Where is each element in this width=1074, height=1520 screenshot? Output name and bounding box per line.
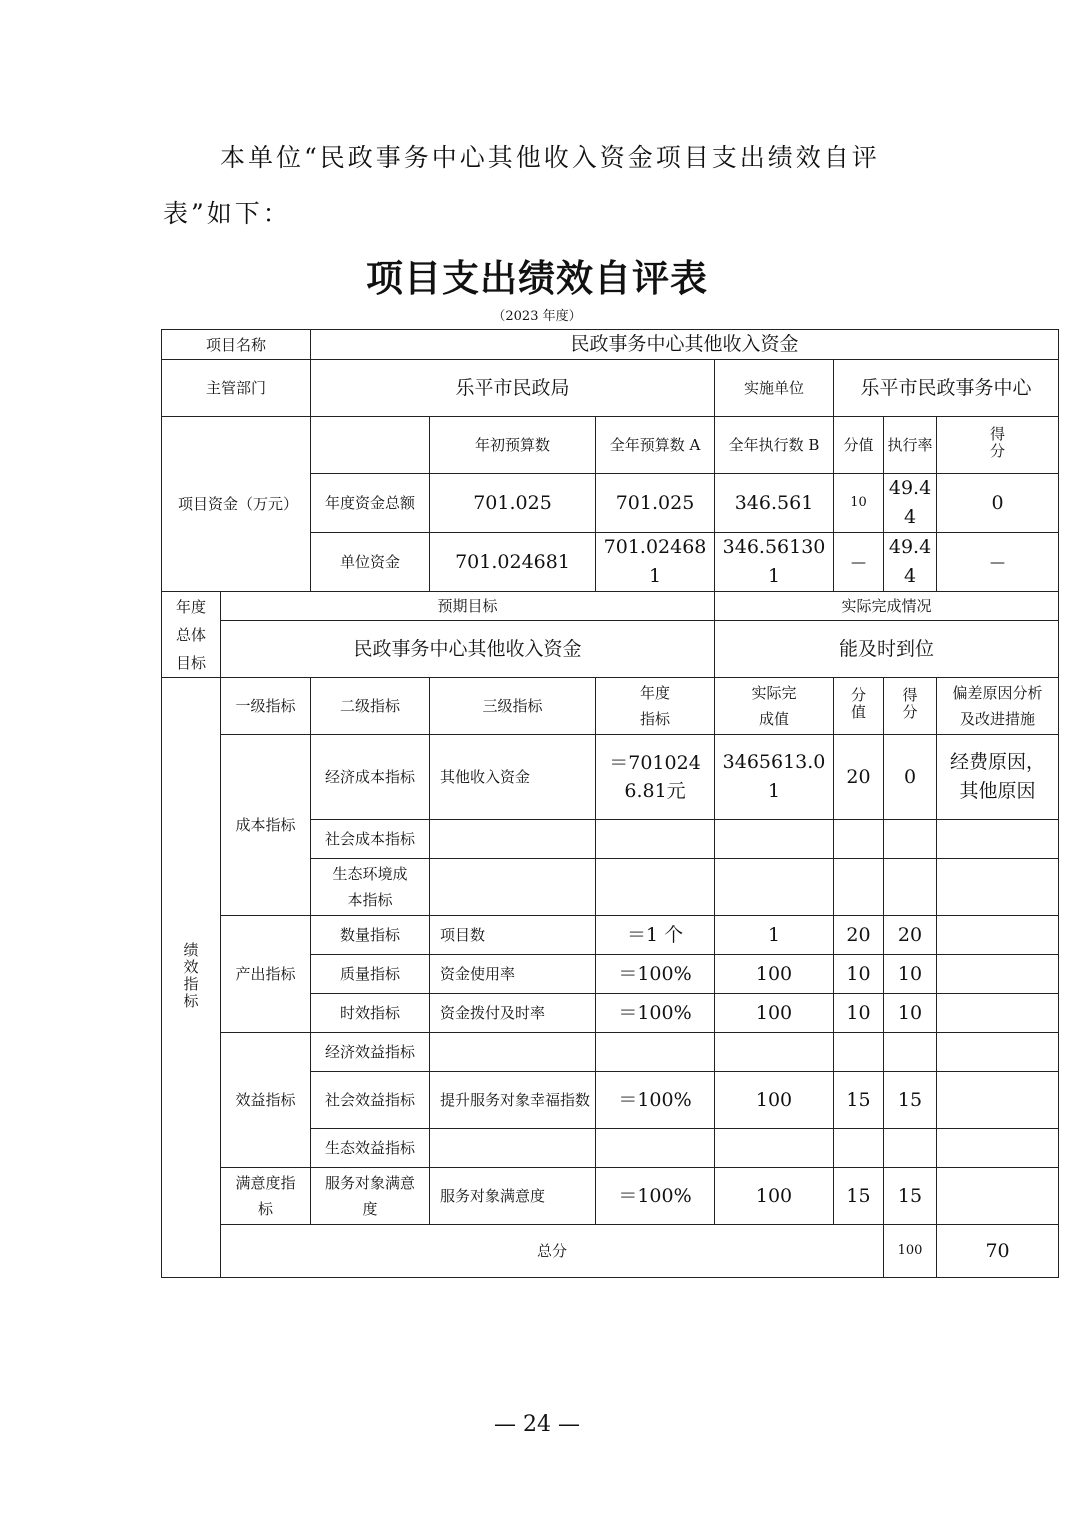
goal-label: 年度总体目标 [162,592,221,678]
dept-label: 主管部门 [162,360,311,417]
satisfaction-score: 15 [884,1168,937,1225]
benefit-l3: 提升服务对象幸福指数 [430,1072,596,1129]
fund-header-initial: 年初预算数 [430,417,596,474]
total-score: 70 [937,1225,1059,1278]
satisfaction-target: ＝100% [596,1168,715,1225]
fund-row-exec-rate: 49.44 [884,533,937,592]
satisfaction-l2: 服务对象满意度 [311,1168,430,1225]
output-target: ＝100% [596,994,715,1033]
fund-row-exec-rate: 49.44 [884,474,937,533]
satisfaction-actual: 100 [715,1168,834,1225]
goal-expected-value: 民政事务中心其他收入资金 [221,621,715,678]
impl-value: 乐平市民政事务中心 [834,360,1059,417]
fund-header-full: 全年预算数 A [596,417,715,474]
output-target: ＝100% [596,955,715,994]
fund-row-label: 年度资金总额 [311,474,430,533]
output-score: 10 [884,994,937,1033]
satisfaction-l3: 服务对象满意度 [430,1168,596,1225]
document-title: 项目支出绩效自评表 [366,257,708,300]
goal-expected-label: 预期目标 [221,592,715,621]
benefit-l2: 经济效益指标 [311,1033,430,1072]
output-l3: 资金使用率 [430,955,596,994]
goal-actual-label: 实际完成情况 [715,592,1059,621]
cost-l2: 经济成本指标 [311,735,430,820]
cost-l2: 社会成本指标 [311,820,430,859]
output-l3: 资金拨付及时率 [430,994,596,1033]
impl-label: 实施单位 [715,360,834,417]
benefit-actual: 100 [715,1072,834,1129]
fund-row-initial: 701.024681 [430,533,596,592]
cost-score: 0 [884,735,937,820]
output-l1: 产出指标 [221,916,311,1033]
cost-l3: 其他收入资金 [430,735,596,820]
perf-header-score: 得分 [884,678,937,735]
perf-header-l2: 二级指标 [311,678,430,735]
perf-label: 绩效指标 [162,678,221,1278]
perf-header-reason: 偏差原因分析及改进措施 [937,678,1059,735]
total-label: 总分 [221,1225,884,1278]
output-actual: 1 [715,916,834,955]
output-score-value: 20 [834,916,884,955]
benefit-score-value: 15 [834,1072,884,1129]
output-l2: 质量指标 [311,955,430,994]
satisfaction-score-value: 15 [834,1168,884,1225]
output-score: 20 [884,916,937,955]
output-score-value: 10 [834,955,884,994]
output-l2: 时效指标 [311,994,430,1033]
cost-actual: 3465613.01 [715,735,834,820]
cost-target: ＝7010246.81元 [596,735,715,820]
output-l3: 项目数 [430,916,596,955]
document-year: （2023 年度） [492,309,582,324]
benefit-l2: 社会效益指标 [311,1072,430,1129]
fund-label: 项目资金（万元） [162,417,311,592]
perf-header-target: 年度指标 [596,678,715,735]
fund-header-exec: 全年执行数 B [715,417,834,474]
project-name-value: 民政事务中心其他收入资金 [311,330,1059,360]
perf-header-l1: 一级指标 [221,678,311,735]
fund-row-exec: 346.561301 [715,533,834,592]
benefit-l1: 效益指标 [221,1033,311,1168]
intro-line-2: 表”如下： [163,199,291,228]
fund-row-initial: 701.025 [430,474,596,533]
fund-row-score: 0 [937,474,1059,533]
fund-header-score: 得分 [937,417,1059,474]
fund-row-score: — [937,533,1059,592]
output-l2: 数量指标 [311,916,430,955]
satisfaction-l1: 满意度指标 [221,1168,311,1225]
output-target: ＝1 个 [596,916,715,955]
benefit-score: 15 [884,1072,937,1129]
output-score-value: 10 [834,994,884,1033]
cost-l1: 成本指标 [221,735,311,916]
output-actual: 100 [715,994,834,1033]
performance-table [161,329,1059,1278]
cost-reason: 经费原因，其他原因 [937,735,1059,820]
fund-header-exec-rate: 执行率 [884,417,937,474]
benefit-l2: 生态效益指标 [311,1129,430,1168]
perf-header-l3: 三级指标 [430,678,596,735]
fund-row-exec: 346.561 [715,474,834,533]
fund-row-label: 单位资金 [311,533,430,592]
fund-header-blank [311,417,430,474]
goal-actual-value: 能及时到位 [715,621,1059,678]
output-score: 10 [884,955,937,994]
fund-row-full: 701.025 [596,474,715,533]
perf-header-actual: 实际完成值 [715,678,834,735]
cost-l2: 生态环境成本指标 [311,859,430,916]
perf-header-score-value: 分值 [834,678,884,735]
page-number: — 24 — [494,1412,580,1437]
intro-line-1: 本单位“民政事务中心其他收入资金项目支出绩效自评 [220,143,880,172]
project-name-label: 项目名称 [162,330,311,360]
fund-row-score-value: — [834,533,884,592]
fund-row-score-value: 10 [834,474,884,533]
total-score-value: 100 [884,1225,937,1278]
dept-value: 乐平市民政局 [311,360,715,417]
fund-row-full: 701.024681 [596,533,715,592]
fund-header-score-value: 分值 [834,417,884,474]
benefit-target: ＝100% [596,1072,715,1129]
cost-score-value: 20 [834,735,884,820]
output-actual: 100 [715,955,834,994]
